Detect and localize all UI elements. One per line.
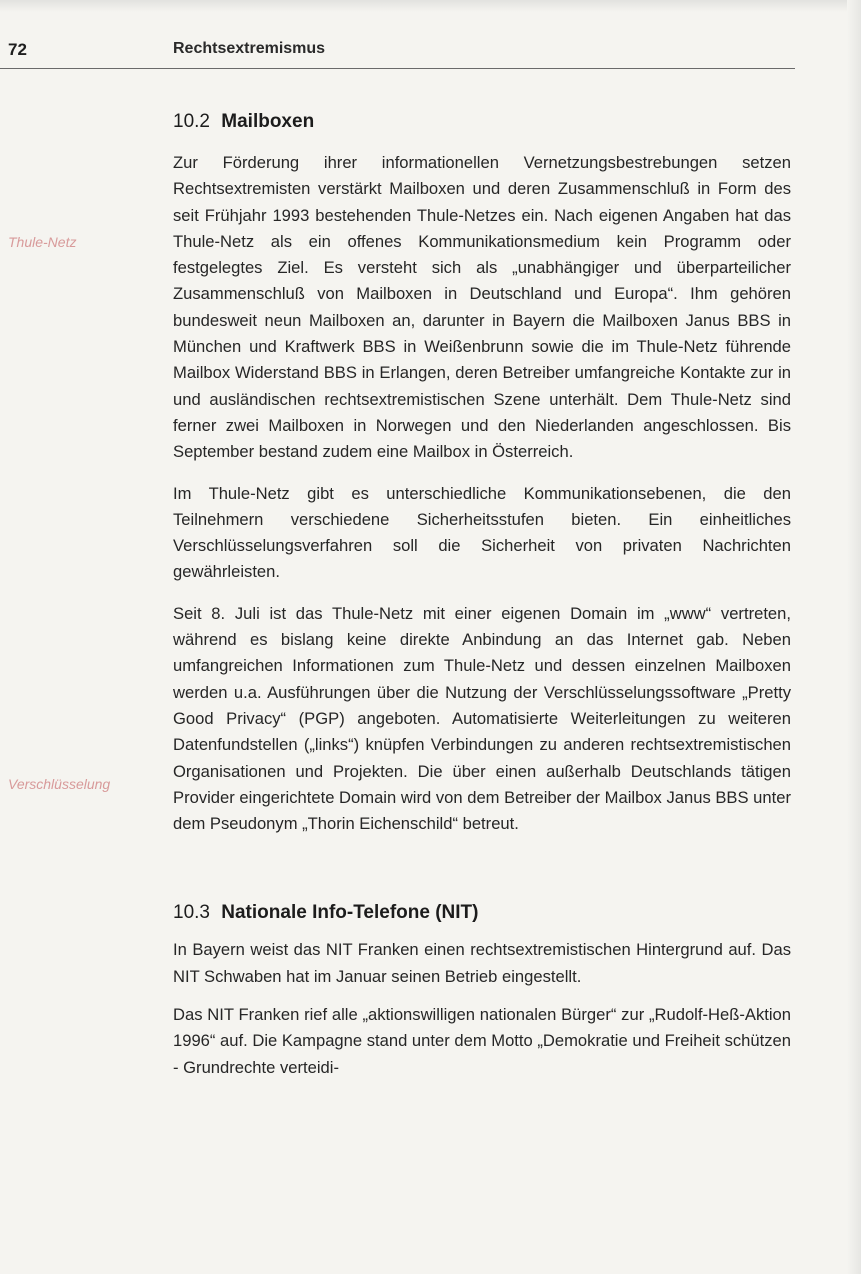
section-title: Nationale Info-Telefone (NIT) xyxy=(221,902,479,924)
running-title: Rechtsextremismus xyxy=(173,40,326,57)
section-heading-mailboxen xyxy=(173,108,791,136)
section-heading-nit xyxy=(173,899,791,927)
page-right-edge xyxy=(847,0,861,1274)
margin-note-verschluesselung: Verschlüsselung xyxy=(8,776,111,792)
section-number: 10.3 xyxy=(173,902,210,924)
paragraph-kommunikationsebenen: Im Thule-Netz gibt es unterschiedliche Kommunikationsebenen, die den Teilnehmern verschiedene Sicherheitsstufen bieten. Ein einheitliches Verschlüsselungsverfahren soll die Sicherheit von privaten Nachrichten gewährleisten. xyxy=(173,483,791,582)
paragraph-domain-www: Seit 8. Juli ist das Thule-Netz mit einer eigenen Domain im „www“ vertreten, während es bislang keine direkte Anbindung an das Internet gab. Neben umfangreichen Informationen zum Thule-Netz und dessen einzelnen Mailboxen werden u.a. Ausführungen über die Nutzung der Verschlüsselungssoftware „Pretty Good Privacy“ (PGP) angeboten. Automatisierte Weiterleitungen zu weiteren Datenfundstellen („links“) knüpfen Verbindungen zu anderen rechtsextremistischen Organisationen und Projekten. Die über einen außerhalb Deutschlands tätigen Provider eingerichtete Domain wird von dem Betreiber der Mailbox Janus BBS unter dem Pseudonym „Thorin Eichenschild“ betreut. xyxy=(173,603,791,834)
paragraph-mailboxen-intro: Zur Förderung ihrer informationellen Vernetzungsbestrebungen setzen Rechtsextremisten verstärkt Mailboxen und deren Zusammenschluß in Form des seit Frühjahr 1993 bestehenden Thule-Netzes ein. Nach eigenen Angaben hat das Thule-Netz als ein offenes Kommunikationsmedium kein Programm oder festgelegtes Ziel. Es versteht sich als „unabhängiger und überparteilicher Zusammenschluß von Mailboxen in Deutschland und Europa“. Ihm gehören bundesweit neun Mailboxen an, darunter in Bayern die Mailboxen Janus BBS in München und Kraftwerk BBS in Weißenbrunn sowie die im Thule-Netz führende Mailbox Widerstand BBS in Erlangen, deren Betreiber umfangreiche Kontakte zur in und ausländischen rechtsextremistischen Szene unterhält. Dem Thule-Netz sind ferner zwei Mailboxen in Norwegen und den Niederlanden angeschlossen. Bis September bestand zudem eine Mailbox in Österreich. xyxy=(173,153,791,462)
paragraph-nit-franken: In Bayern weist das NIT Franken einen rechtsextremistischen Hintergrund auf. Das NIT Schwaben hat im Januar seinen Betrieb eingestellt. xyxy=(173,940,791,986)
page-header xyxy=(0,38,795,69)
main-content xyxy=(173,108,791,1081)
page-number: 72 xyxy=(8,40,27,59)
section-number: 10.2 xyxy=(173,111,210,132)
margin-note-thule-netz: Thule-Netz xyxy=(8,234,77,250)
paragraph-rudolf-hess-aktion: Das NIT Franken rief alle „aktionswilligen nationalen Bürger“ zur „Rudolf-Heß-Aktion 1996“ auf. Die Kampagne stand unter dem Motto „Demokratie und Freiheit schützen - Grundrechte verteidi- xyxy=(173,1005,791,1077)
section-title: Mailboxen xyxy=(221,111,315,132)
page-top-edge xyxy=(0,0,861,12)
